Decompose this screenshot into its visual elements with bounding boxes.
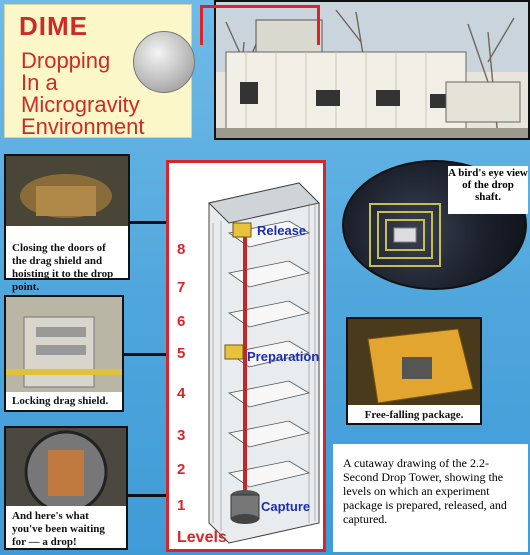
levels-label: Levels xyxy=(177,529,227,546)
level-1: 1 xyxy=(177,497,186,514)
level-3: 3 xyxy=(177,427,186,444)
level-6: 6 xyxy=(177,313,186,330)
birds-eye-caption: A bird's eye view of the drop shaft. xyxy=(448,166,528,214)
free-fall-illustration xyxy=(348,319,480,423)
title-line-3: Microgravity xyxy=(21,92,140,117)
locking-photo xyxy=(4,295,124,412)
drop-photo xyxy=(4,426,128,550)
tower-cutaway-frame xyxy=(166,160,326,552)
level-8: 8 xyxy=(177,241,186,258)
level-7: 7 xyxy=(177,279,186,296)
free-fall-photo xyxy=(346,317,482,425)
level-4: 4 xyxy=(177,385,186,402)
title-line-2: In a xyxy=(21,70,58,95)
drag-shield-photo xyxy=(4,154,130,293)
cutaway-description: A cutaway drawing of the 2.2-Second Drop Tower, showing the levels on which an experiment package is prepared, released, and captured. xyxy=(333,444,528,552)
drag-shield-caption: Closing the doors of the drag shield and hoisting it to the drop point. xyxy=(12,242,114,293)
locking-illustration xyxy=(6,297,122,410)
level-5: 5 xyxy=(177,345,186,362)
stage-preparation: Preparation xyxy=(247,349,320,364)
stage-capture: Capture xyxy=(261,499,311,514)
title-panel xyxy=(4,4,192,138)
dime-coin-image xyxy=(133,31,195,93)
free-fall-caption: Free-falling package. xyxy=(364,409,464,421)
title-line-4: Environment xyxy=(21,114,145,139)
level-2: 2 xyxy=(177,461,186,478)
stage-release: Release xyxy=(257,223,307,238)
drop-caption: And here's what you've been waiting for — a drop! xyxy=(12,510,105,548)
title-dime: DIME xyxy=(19,11,88,41)
title-line-1: Dropping xyxy=(21,48,111,73)
locking-caption: Locking drag shield. xyxy=(12,395,109,407)
tower-highlight-connector xyxy=(200,5,320,45)
